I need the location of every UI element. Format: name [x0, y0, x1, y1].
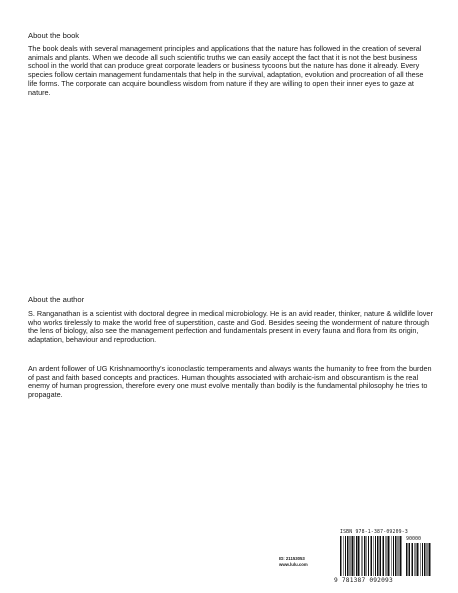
- barcode-bar: [417, 543, 419, 576]
- barcode-bar: [367, 536, 368, 576]
- barcode-block: [276, 530, 436, 586]
- barcode-bar: [379, 536, 380, 576]
- barcode-bar: [371, 536, 373, 576]
- price-barcode: [406, 543, 432, 576]
- barcode-number: 9 781387 092093: [334, 577, 393, 584]
- barcode-bar: [400, 536, 402, 576]
- barcode-bar: [360, 536, 361, 576]
- barcode-bar: [408, 543, 409, 576]
- isbn-barcode: [340, 536, 402, 576]
- barcode-bar: [395, 536, 397, 576]
- barcode-bar: [368, 536, 369, 576]
- barcode-bar: [428, 543, 429, 576]
- barcode-bar: [429, 543, 431, 576]
- barcode-bar: [374, 536, 375, 576]
- about-book-heading: About the book: [28, 31, 80, 40]
- barcode-bar: [364, 536, 366, 576]
- barcode-bar: [412, 543, 414, 576]
- lulu-url: www.lulu.com: [279, 561, 308, 567]
- isbn-label: ISBN 978-1-387-09209-3: [340, 530, 408, 535]
- about-author-paragraph-1: S. Ranganathan is a scientist with doctoral degree in medical microbiology. He is an avid reader, thinker, nature & wildlife lover who works tirelessly to make the world free of superstition, caste and God. Besides seeing the wonderment of nature through the lens of biology, also see the management perfection and fundamentals present in every fauna and flora from its origin, adaptation, behaviour and reproduction.: [28, 309, 433, 345]
- barcode-bar: [406, 543, 408, 576]
- about-book-text: The book deals with several management principles and applications that the nature has followed in the creation of several animals and plants. When we decode all such scientific truths we can easily accept the fact that it is not the best business school in the world that can produce great corporate leaders or business tycoons but the nature has done it already. Every species follow certain management fundamentals that help in the survival, adaptation, evolution and procreation of all these life forms. The corporate can acquire boundless wisdom from nature if they are willing to open their inner eyes to gaze at nature.: [28, 44, 424, 97]
- barcode-bar: [380, 536, 381, 576]
- barcode-bar: [388, 536, 390, 576]
- barcode-bar: [409, 543, 410, 576]
- barcode-bar: [422, 543, 423, 576]
- barcode-bar: [415, 543, 416, 576]
- about-author-heading: About the author: [28, 295, 85, 304]
- about-author-paragraph-2: An ardent follower of UG Krishnamoorthy's iconoclastic temperaments and always wants the humanity to free from the burden of past and faith based concepts and practices. Human thoughts associated with archaic-ism and obscurantism is the real enemy of human progression, therefore every one must evolve mentally than bodily is the fundamental philosophy he tries to propagate.: [28, 364, 432, 400]
- barcode-bar: [393, 536, 394, 576]
- barcode-bar: [391, 536, 392, 576]
- barcode-bar: [355, 536, 356, 576]
- lulu-id: ID: 21153053: [279, 556, 305, 561]
- barcode-bar: [358, 536, 360, 576]
- barcode-bar: [375, 536, 376, 576]
- barcode-bar: [416, 543, 417, 576]
- barcode-bar: [424, 543, 426, 576]
- barcode-bar: [399, 536, 400, 576]
- lulu-label: [279, 556, 308, 567]
- barcode-bar: [350, 536, 351, 576]
- barcode-bar: [383, 536, 385, 576]
- barcode-bar: [343, 536, 344, 576]
- barcode-bar: [356, 536, 357, 576]
- barcode-bar: [427, 543, 428, 576]
- barcode-bar: [340, 536, 342, 576]
- barcode-bar: [362, 536, 363, 576]
- barcode-bar: [345, 536, 346, 576]
- barcode-bar: [398, 536, 399, 576]
- price-code: 90000: [406, 536, 422, 542]
- barcode-bar: [420, 543, 421, 576]
- barcode-bar: [386, 536, 387, 576]
- barcode-bar: [387, 536, 388, 576]
- barcode-bar: [377, 536, 379, 576]
- barcode-bar: [352, 536, 354, 576]
- barcode-bar: [347, 536, 349, 576]
- barcode-bar: [351, 536, 352, 576]
